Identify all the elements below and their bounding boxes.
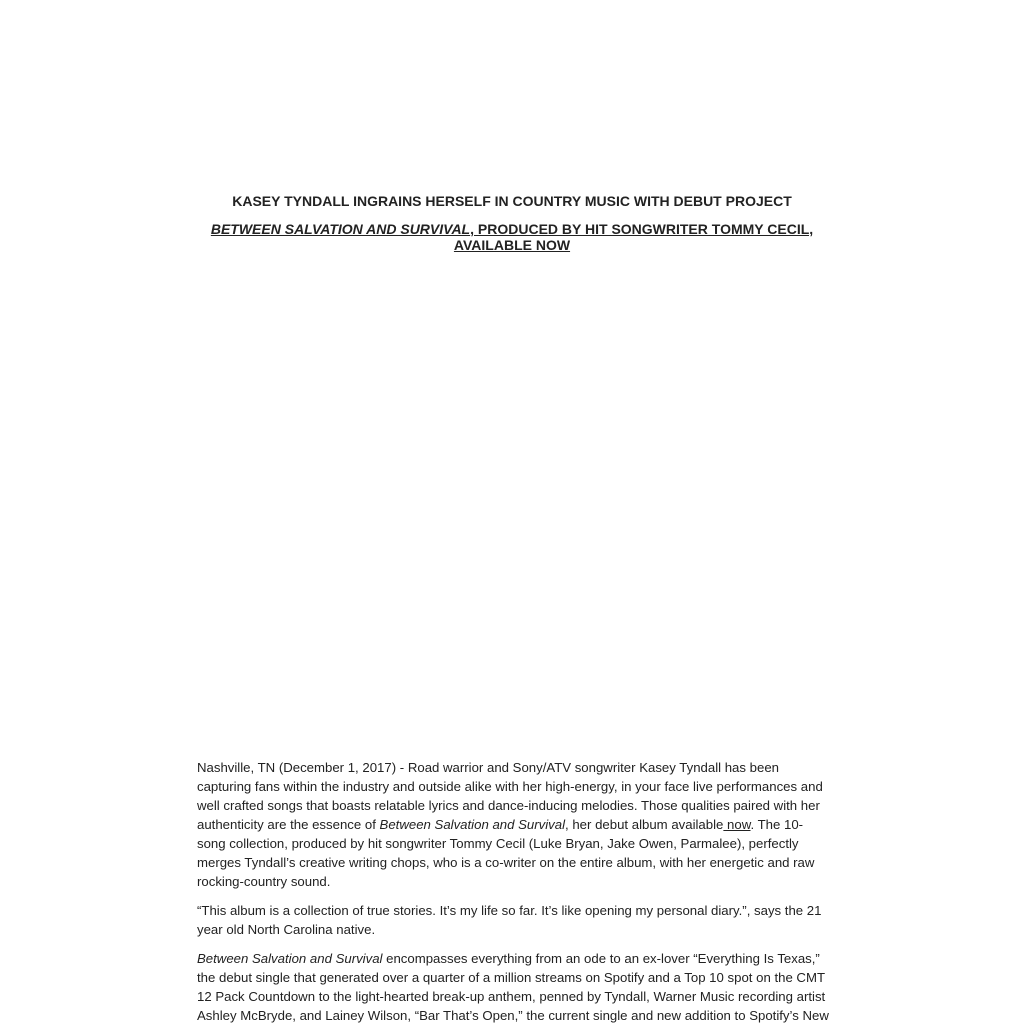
paragraph-1-text-a: Nashville, TN (December 1, 2017) - Road warrior and Sony/ATV songwriter Kasey Tyndall has been capturing fans within the industry and outside alike with her high-energy, in your face live performances and well crafted songs that boasts relatable lyrics and dance-inducing melodies. Those qualities paired with her authenticity are the essence of [197, 760, 823, 832]
paragraph-1-text-c: . The 10-song collection, produced by hit songwriter Tommy Cecil (Luke Bryan, Jake Owen, Parmalee), perfectly merges Tyndall’s creative writing chops, who is a co-writer on the entire album, with her energetic and raw rocking-country sound. [197, 817, 815, 889]
album-title: BETWEEN SALVATION AND SURVIVAL [210, 221, 471, 237]
now-link[interactable]: now [723, 817, 751, 832]
paragraph-3-text: encompasses everything from an ode to an ex-lover “Everything Is Texas,” the debut single that generated over a quarter of a million streams on Spotify and a Top 10 spot on the CMT 12 Pack Countdown to the light-hearted break-up anthem, penned by Tyndall, Warner Music recording artist Ashley McBryde, and Lainey Wilson, “Bar That’s Open,” the current single and new addition to Spotify’s New [197, 951, 829, 1023]
paragraph-2-quote: “This album is a collection of true stories. It’s my life so far. It’s like opening my personal diary.”, says the 21 year old North Carolina native. [197, 903, 822, 937]
album-title-inline-2: Between Salvation and Survival [197, 951, 383, 966]
subheadline-rest: , PRODUCED BY HIT SONGWRITER TOMMY CECIL, AVAILABLE NOW [453, 221, 814, 253]
album-title-inline: Between Salvation and Survival [379, 817, 566, 832]
headline: KASEY TYNDALL INGRAINS HERSELF IN COUNTRY MUSIC WITH DEBUT PROJECT [232, 193, 792, 209]
press-release-body [197, 758, 829, 1024]
paragraph-1-text-b: , her debut album available [565, 817, 724, 832]
paragraph-1 [197, 758, 829, 891]
paragraph-3 [197, 949, 829, 1024]
subheadline [190, 221, 834, 253]
